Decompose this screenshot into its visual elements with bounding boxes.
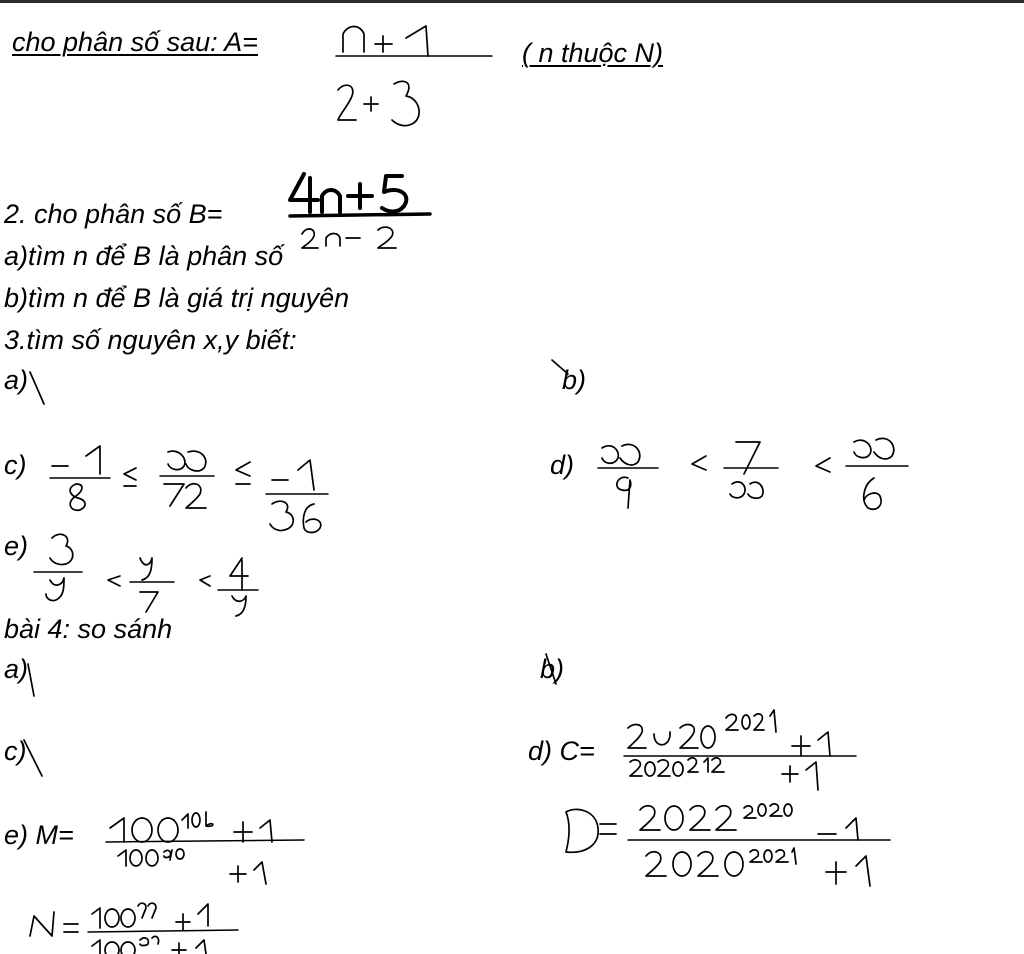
question-3a-label: a) xyxy=(4,365,29,395)
fraction-a-intro: cho phân số sau: A= xyxy=(12,27,258,57)
question-3e-label: e) xyxy=(4,531,29,561)
handwritten-fraction-n xyxy=(30,903,238,954)
handwritten-tick-4c xyxy=(24,740,42,776)
handwritten-fraction-d xyxy=(566,804,890,886)
handwritten-inequality-3e xyxy=(34,534,258,616)
question-4d-label: d) C= xyxy=(528,736,595,766)
handwritten-fraction-c xyxy=(624,710,856,790)
question-3-title: 3.tìm số nguyên x,y biết: xyxy=(4,325,297,355)
question-4-title: bài 4: so sánh xyxy=(4,614,173,644)
question-3d-label: d) xyxy=(550,450,575,480)
question-3c-label: c) xyxy=(4,450,27,480)
question-3b-label: b) xyxy=(562,365,587,395)
question-2b: b)tìm n để B là giá trị nguyên xyxy=(4,283,350,313)
handwritten-inequality-3c xyxy=(50,446,328,533)
handwritten-fraction-b xyxy=(290,174,430,248)
handwritten-inequality-3d xyxy=(598,438,908,509)
handwritten-tick-4b xyxy=(546,654,556,684)
handwritten-tick-4a xyxy=(28,664,34,696)
question-4c-label: c) xyxy=(4,736,27,766)
question-2-title: 2. cho phân số B= xyxy=(4,199,223,229)
question-4a-label: a) xyxy=(4,654,29,684)
question-2a: a)tìm n để B là phân số xyxy=(4,241,284,271)
handwritten-tick-3b xyxy=(552,360,568,374)
question-4e-label: e) M= xyxy=(4,820,74,850)
handwritten-fraction-a xyxy=(336,26,492,126)
n-natural-note: ( n thuộc N) xyxy=(522,38,664,68)
handwritten-fraction-m xyxy=(106,812,304,884)
handwritten-tick-3a xyxy=(30,372,44,404)
question-4b-label: b) xyxy=(540,654,565,684)
